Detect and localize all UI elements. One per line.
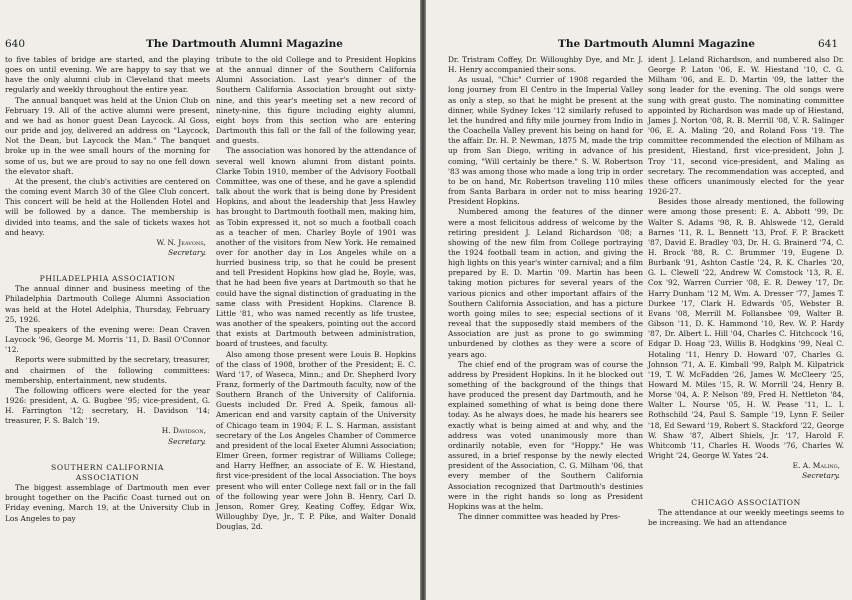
right-column-2: [648, 55, 844, 528]
page-number: 640: [5, 38, 26, 50]
left-column-2: [216, 55, 416, 532]
paragraph: At the present, the club's activities are centered on the coming event March 30 of the Glee Club concert. This concert will be held at the Hollenden Hotel and will be followed by a dance. The membership is divided into teams, and the sale of tickets waxes hot and heavy.: [5, 176, 210, 237]
section-heading: CHICAGO ASSOCIATION: [691, 497, 801, 507]
section-heading: SOUTHERN CALIFORNIA: [51, 462, 164, 472]
paragraph: As usual, "Chic" Currier of 1908 regarded the long journey from El Centro in the Imperial Valley as only a step, so that he might be present at the dinner, while Sydney Ickes '12 similarly refused to let the hundred and fifty mile journey from Indio in the Coachella Valley prevent his being on hand for the affair. Dr. H. P. Newman, 1875 M, made the trip up from San Diego, writing in advance of his coming, "Will certainly be there." S. W. Robertson '83 was among those who made a long trip in order to be on hand, Mr. Robertson traveling 110 miles from Santa Barbara in order not to miss hearing President Hopkins.: [448, 75, 643, 207]
paragraph: Numbered among the features of the dinner were a most felicitous address of welcome by the retiring president J. Leland Richardson '08; a showing of the new film from College portraying the 1924 football team in action, and giving the high lights on this year's winter carnival; and a film prepared by E. D. Martin '09. Martin has been taking motion pictures for several years of the various picnics and other important affairs of the Southern California Association, and has a picture worth going miles to see; especial sections of it reveal that the supposedly staid members of the Association are just as prone to go swimming unburdened by clothes as they were a score of years ago.: [448, 207, 643, 359]
right-column-1: [448, 55, 643, 522]
paragraph: The attendance at our weekly meetings seems to be increasing. We had an attendance: [648, 507, 844, 527]
paragraph: The following officers were elected for the year 1926: president, A. G. Bugbee '95; vice-president, G. H. Farrington '12; secretary, H. Davidson '14; treasurer, F. S. Balch '19.: [5, 385, 210, 426]
paragraph: The association was honored by the attendance of several well known alumni from distant points. Clarke Tobin 1910, member of the Advisory Football Committee, was one of these, and he gave a splendid talk about the work that is being done by President Hopkins, and about the leadership that Jess Hawley has brought to Dartmouth football men, making him, as Tobin expressed it, not so much a football coach as a teacher of men. Charley Boyle of 1901 was another of the visitors from New York. He remained over for another day in Los Angeles while on a hurried business trip, so that he could be present and tell President Hopkins how glad he, Boyle, was, that he had been five years at Dartmouth so that he could have the signal distinction of graduating in the same class with President Hopkins. Clarence B. Little '81, who was named recently as life trustee, was another of the speakers, pointing out the accord that exists at Dartmouth between administration, board of trustees, and faculty.: [216, 146, 416, 349]
signature-title: Secretary.: [168, 436, 206, 446]
paragraph: The annual banquet was held at the Union Club on February 19. All of the active alumni were present, and we had as honor guest Dean Laycock. Al Goss, our pride and joy, delivered an address on "Laycock, Not the Dean, but Laycock the Man." The banquet broke up in the wee small hours of the morning for some of us, but we are proud to say no one fell down the elevator shaft.: [5, 95, 210, 176]
signature-name: E. A. Maling,: [792, 461, 840, 471]
paragraph: The chief end of the program was of course the address by President Hopkins. In it he blocked out something of the background of the things that have produced the present day Dartmouth, and he explained something of what is being done there today. As he always does, he made his hearers see exactly what is being aimed at and why, and the address was voted unanimously more than ordinarily notable, even for "Hoppy." He was assured, in a brief response by the newly elected president of the Association, C. G. Milham '06, that every member of the Southern California Association recognized that Dartmouth's destinies were in the right hands so long as President Hopkins was at the helm.: [448, 359, 643, 511]
paragraph: The annual dinner and business meeting of the Philadelphia Dartmouth College Alumni Association was held at the Hotel Adelphia, Thursday, February 25, 1926.: [5, 284, 210, 324]
section-heading: PHILADELPHIA ASSOCIATION: [39, 274, 176, 284]
paragraph: The dinner committee was headed by Pres-: [458, 512, 621, 522]
paragraph: Reports were submitted by the secretary, treasurer, and chairmen of the following committees: membership, entertainment, new students.: [5, 355, 210, 385]
signature-title: Secretary.: [802, 471, 840, 481]
left-column-1: [5, 55, 210, 524]
right-page: [426, 0, 852, 600]
paragraph: The biggest assemblage of Dartmouth men ever brought together on the Pacific Coast turned out on Friday evening, March 19, at the University Club in Los Angeles to pay: [5, 483, 210, 523]
left-page: [0, 0, 420, 600]
paragraph: Also among those present were Louis B. Hopkins of the class of 1908, brother of the President; E. C. Ward '17, of Waseca, Minn.; and Dr. Shepherd Ivory Franz, formerly of the Dartmouth faculty, now of the Southern Branch of the University of California. Guests included Dr. Fred A. Speik, famous all-American end and varsity captain of the University of Chicago team in 1904; F. L. S. Harman, assistant secretary of the Los Angeles Chamber of Commerce and president of the local Exeter Alumni Association; Elmer Green, former registrar of Williams College; and Harry Heffner, an associate of E. W. Hiestand, first vice-president of the local Association. The boys present who will enter College next fall or in the fall of the following year were John B. Henry, Carl D. Jenson, Romer Grey, Keating Coffey, Edgar Wix, Willoughby Dye, Jr., T. P. Pike, and Walter Donald Douglas, 2d.: [216, 349, 416, 532]
signature-name: H. Davidson,: [161, 426, 206, 436]
signature-name: W. N. Jeavons,: [156, 237, 206, 247]
signature-title: Secretary.: [168, 247, 206, 257]
page-number: 641: [818, 38, 839, 50]
section-heading: ASSOCIATION: [75, 472, 140, 482]
paragraph: to five tables of bridge are started, and the playing goes on until evening. We are happy to say that we have the only alumni club in Cleveland that meets regularly and weekly throughout the entire year.: [5, 55, 210, 95]
paragraph: Besides those already mentioned, the following were among those present: E. A. Abbott '99, Dr. Walter S. Adams '98, R. B. Ahlswede '12, Gerald Barnes '11, R. L. Bennett '13, Prof. F. P. Brackett '87, David E. Bradley '03, Dr. H. G. Brainerd '74, C. H. Brock '88, R. C. Brummer '19, Eugene D. Burbank '91, Ashton Castle '24, R. K. Charles '20, G. L. Clewell '22, Andrew W. Comstock '13, R. E. Cox '92, Warren Currier '08, E. R. Dewey '17, Dr. Harry Dunham '12 M, Wm. A. Dresser '77, James T. Durkee '17, Clark H. Edwards '05, Webster B. Evans '08, Merrill M. Follansbee '09, Walter B. Gibson '11, D. K. Hammond '10, Rev. W. P. Hardy '87, Dr. Albert L. Hill '04, Charles C. Hitchcock '16, Edgar D. Hoag '23, Willis B. Hodgkins '99, Neal C. Hotaling '11, Henry D. Howard '07, Charles G. Johnson '71, A. E. Kimball '99, Ralph M. Kilpatrick '19, T. W. McFadden '26, James W. McCleery '25, Howard M. Miles '15, R. W. Morrill '24, Henry B. Morse '04, A. P. Nelson '89, Fred H. Nettleton '84, Walter L. Nourse '05, H. W. Pease '11, L. I. Rothschild '24, Paul S. Sample '19, Lynn F. Seiler '18, Ed Seward '19, Robert S. Stackford '22, George W. Shaw '87, Albert Shiels, Jr. '17, Harold F. Whitcomb '11, Charles H. Woods '76, Charles W. Wright '24, George W. Yates '24.: [648, 197, 844, 461]
paragraph: The speakers of the evening were: Dean Craven Laycock '96, George M. Morris '11, D. Basil O'Connor '12.: [5, 324, 210, 355]
paragraph: Dr. Tristram Coffey, Dr. Willoughby Dye, and Mr. J. H. Henry accompanied their sons.: [448, 55, 643, 75]
running-head: The Dartmouth Alumni Magazine: [558, 38, 755, 50]
running-head: The Dartmouth Alumni Magazine: [146, 38, 343, 50]
paragraph: ident J. Leland Richardson, and numbered also Dr. George P. Laton '06, E. W. Hiestand '10, C. G. Milham '06, and E. D. Martin '09, the latter the song leader for the evening. The old songs were sung with great gusto. The nominating committee appointed by Richardson was made up of Hiestand, James J. Norton '08, R. B. Merrill '08, V. R. Salinger '06, E. A. Maling '20, and Roland Foss '19. The committee recommended the election of Milham as president, Hiestand, first vice-president, John J. Troy '11, second vice-president, and Maling as secretary. The recommendation was accepted, and these officers unanimously elected for the year 1926-27.: [648, 55, 844, 197]
paragraph: tribute to the old College and to President Hopkins at the annual dinner of the Southern California Alumni Association. Last year's dinner of the Southern California Association brought out sixty-nine, and this year's meeting set a new record of ninety-nine, this figure including eighty alumni, eight boys from this section who are entering Dartmouth this fall or the fall of the following year, and guests.: [216, 55, 416, 146]
